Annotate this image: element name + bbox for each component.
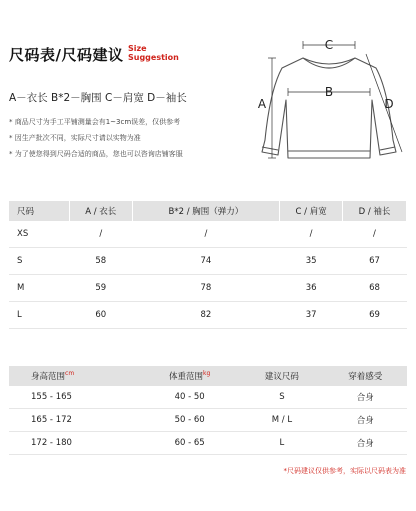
cell: 35 [280,248,343,275]
sweater-outline [262,58,396,158]
cell: / [132,221,280,248]
cell: 69 [342,302,406,329]
header-fit: 穿着感受 [324,366,407,386]
cell: / [70,221,133,248]
cell: 合身 [324,432,407,455]
size-table-header [9,201,407,221]
header-suggested-size: 建议尺码 [240,366,323,386]
cell: L [240,432,323,455]
size-table [9,201,407,329]
sweater-diagram [248,30,408,180]
measurement-legend: A－衣长 B*2－胸围 C－肩宽 D－袖长 [9,92,187,104]
cell: 37 [280,302,343,329]
cell: 59 [70,275,133,302]
advice-table-header [9,366,407,386]
cell: 165 - 172 [9,409,139,432]
cell: M [9,275,70,302]
cell: 40 - 50 [139,386,240,409]
sweater-cuffs [262,147,395,150]
cell: 74 [132,248,280,275]
page-title-en [128,44,179,62]
title-en-line-1: Size [128,44,147,53]
cell: S [240,386,323,409]
header-length: A / 衣长 [70,201,133,221]
table-row [9,221,407,248]
cell: 172 - 180 [9,432,139,455]
note-2: * 因生产批次不同，实际尺寸请以实物为准 [9,134,141,142]
cell: 合身 [324,409,407,432]
cell: / [342,221,406,248]
cell: L [9,302,70,329]
header-size: 尺码 [9,201,70,221]
header-height: 身高范围$^{cm}$ [9,366,139,386]
label-d: D [384,97,394,111]
cell: 67 [342,248,406,275]
label-b: B [324,85,334,99]
sweater-neckline [303,58,355,68]
cell: 58 [70,248,133,275]
table-row [9,275,407,302]
label-a: A [257,97,267,111]
cell: 36 [280,275,343,302]
cell: S [9,248,70,275]
cell: 155 - 165 [9,386,139,409]
header-chest: B*2 / 胸围（弹力） [132,201,280,221]
unit-kg: kg [202,370,211,378]
cell: 68 [342,275,406,302]
cell: 合身 [324,386,407,409]
label-c: C [324,38,334,52]
table-row [9,432,407,455]
cell: M / L [240,409,323,432]
cell: 78 [132,275,280,302]
table-row [9,302,407,329]
header-weight: 体重范围$^{kg}$ [139,366,240,386]
unit-cm: cm [65,370,75,378]
cell: / [280,221,343,248]
table-row [9,386,407,409]
title-en-line-2: Suggestion [128,53,179,62]
table-row [9,248,407,275]
size-advice-table [9,366,407,455]
cell: 60 - 65 [139,432,240,455]
footnote: *尺码建议仅供参考，实际以尺码表为准 [283,467,406,475]
note-3: * 为了使您得到尺码合适的商品，您也可以咨询店铺客服 [9,150,183,158]
cell: XS [9,221,70,248]
note-1: * 商品尺寸为手工平铺测量会有1~3cm误差，仅供参考 [9,118,181,126]
page-title: 尺码表/尺码建议 [9,46,124,64]
header-sleeve: D / 袖长 [342,201,406,221]
header-shoulder: C / 肩宽 [280,201,343,221]
cell: 60 [70,302,133,329]
table-row [9,409,407,432]
cell: 50 - 60 [139,409,240,432]
cell: 82 [132,302,280,329]
